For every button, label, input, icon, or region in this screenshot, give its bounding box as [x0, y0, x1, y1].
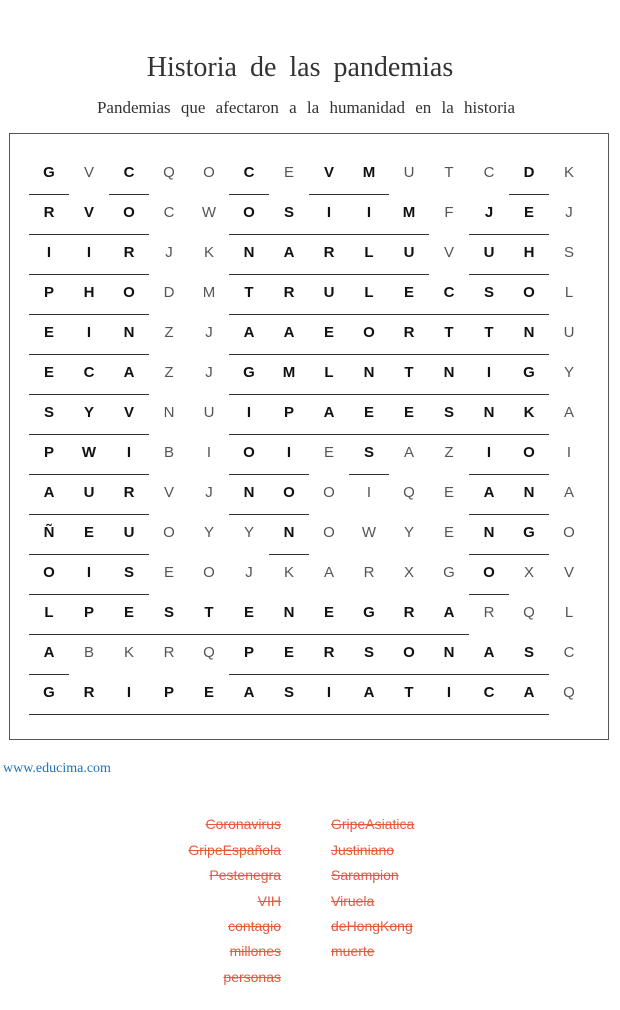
grid-letter: C — [243, 164, 255, 181]
word-muerte: muerte — [331, 943, 375, 959]
grid-letter: E — [403, 284, 414, 301]
found-word-underline — [229, 194, 269, 195]
grid-letter: M — [282, 364, 296, 381]
found-word-underline — [229, 354, 549, 355]
word-contagio: contagio — [228, 918, 281, 934]
grid-letter: C — [163, 204, 175, 221]
found-word-underline — [469, 594, 509, 595]
grid-letter: P — [243, 644, 254, 661]
grid-letter: K — [203, 244, 214, 261]
grid-letter: E — [323, 444, 334, 461]
grid-letter: N — [523, 324, 535, 341]
found-word-underline — [229, 514, 309, 515]
found-word-underline — [29, 274, 149, 275]
grid-letter: E — [523, 204, 534, 221]
grid-letter: M — [362, 164, 376, 181]
found-word-underline — [509, 194, 549, 195]
grid-letter: Q — [563, 684, 575, 701]
grid-letter: O — [163, 524, 175, 541]
grid-letter: I — [126, 684, 132, 701]
grid-letter: S — [443, 404, 454, 421]
grid-letter: N — [283, 524, 295, 541]
grid-letter: O — [283, 484, 295, 501]
word-justiniano: Justiniano — [331, 842, 395, 858]
grid-letter: R — [43, 204, 55, 221]
grid-letter: I — [46, 244, 52, 261]
found-word-underline — [229, 394, 549, 395]
grid-letter: H — [83, 284, 95, 301]
found-word-underline — [29, 434, 149, 435]
found-word-underline — [349, 474, 389, 475]
grid-letter: K — [123, 644, 134, 661]
grid-letter: U — [123, 524, 135, 541]
grid-letter: E — [243, 604, 254, 621]
grid-letter: O — [403, 644, 415, 661]
grid-letter: C — [483, 164, 495, 181]
grid-letter: A — [43, 484, 55, 501]
word-de-hong-kong: deHongKong — [331, 918, 413, 934]
grid-letter: N — [123, 324, 135, 341]
grid-letter: N — [483, 404, 495, 421]
grid-letter: E — [43, 364, 54, 381]
word-millones: millones — [229, 943, 281, 959]
grid-letter: O — [323, 524, 335, 541]
grid-letter: I — [446, 684, 452, 701]
grid-letter: Q — [203, 644, 215, 661]
grid-letter: A — [243, 684, 255, 701]
grid-letter: Y — [243, 524, 254, 541]
grid-letter: C — [483, 684, 495, 701]
grid-letter: A — [563, 404, 574, 421]
grid-letter: T — [404, 684, 414, 701]
grid-letter: L — [564, 604, 574, 621]
grid-letter: O — [123, 284, 135, 301]
grid-letter: R — [283, 284, 295, 301]
grid-letter: R — [483, 604, 495, 621]
grid-letter: E — [283, 644, 294, 661]
grid-letter: I — [326, 684, 332, 701]
grid-letter: T — [244, 284, 254, 301]
grid-letter: D — [523, 164, 535, 181]
grid-letter: Y — [83, 404, 94, 421]
grid-letter: S — [563, 244, 574, 261]
grid-letter: P — [83, 604, 94, 621]
grid-letter: U — [403, 164, 415, 181]
educima-link[interactable]: www.educima.com — [3, 761, 111, 776]
found-word-underline — [29, 554, 149, 555]
grid-letter: L — [324, 364, 334, 381]
grid-letter: R — [323, 244, 335, 261]
grid-letter: D — [163, 284, 175, 301]
grid-letter: C — [123, 164, 135, 181]
found-word-underline — [29, 194, 69, 195]
found-word-underline — [469, 274, 549, 275]
grid-letter: A — [523, 684, 535, 701]
grid-letter: L — [364, 284, 374, 301]
found-word-underline — [469, 554, 549, 555]
grid-letter: R — [123, 244, 135, 261]
grid-letter: E — [283, 164, 294, 181]
grid-letter: O — [243, 444, 255, 461]
found-word-underline — [109, 194, 149, 195]
word-vih: VIH — [257, 893, 281, 909]
grid-letter: A — [43, 644, 55, 661]
grid-letter: O — [323, 484, 335, 501]
found-word-underline — [469, 474, 549, 475]
word-gripe-espanola: GripeEspañola — [188, 842, 281, 858]
grid-letter: O — [123, 204, 135, 221]
grid-letter: R — [123, 484, 135, 501]
grid-letter: L — [564, 284, 574, 301]
grid-letter: C — [443, 284, 455, 301]
found-word-underline — [229, 674, 549, 675]
grid-letter: P — [43, 444, 54, 461]
grid-letter: P — [43, 284, 54, 301]
grid-letter: Z — [444, 444, 454, 461]
found-word-underline — [229, 434, 549, 435]
grid-letter: Y — [563, 364, 574, 381]
page-subtitle: Pandemias que afectaron a la humanidad en la historia — [96, 98, 516, 117]
grid-letter: L — [44, 604, 54, 621]
grid-letter: I — [486, 444, 492, 461]
grid-letter: G — [523, 364, 535, 381]
grid-letter: A — [283, 244, 295, 261]
grid-letter: O — [203, 564, 215, 581]
grid-letter: A — [483, 644, 495, 661]
grid-letter: M — [402, 204, 416, 221]
grid-letter: N — [523, 484, 535, 501]
grid-letter: W — [201, 204, 217, 221]
found-word-underline — [29, 514, 149, 515]
word-gripe-asiatica: GripeAsiatica — [331, 816, 415, 832]
grid-letter: G — [523, 524, 535, 541]
grid-letter: M — [202, 284, 216, 301]
grid-letter: J — [565, 204, 573, 221]
grid-letter: Ñ — [43, 524, 55, 541]
grid-letter: N — [243, 244, 255, 261]
grid-letter: S — [363, 644, 374, 661]
found-word-underline — [469, 234, 549, 235]
grid-letter: E — [43, 324, 54, 341]
grid-letter: R — [363, 564, 375, 581]
grid-letter: T — [204, 604, 214, 621]
grid-letter: I — [86, 324, 92, 341]
grid-letter: J — [165, 244, 173, 261]
grid-letter: N — [443, 644, 455, 661]
grid-letter: S — [123, 564, 134, 581]
grid-letter: U — [203, 404, 215, 421]
grid-letter: I — [566, 444, 572, 461]
grid-letter: E — [123, 604, 134, 621]
grid-letter: B — [83, 644, 94, 661]
grid-letter: E — [443, 484, 454, 501]
grid-letter: I — [486, 364, 492, 381]
grid-letter: O — [523, 284, 535, 301]
found-word-underline — [229, 314, 549, 315]
grid-letter: E — [323, 324, 334, 341]
grid-letter: E — [83, 524, 94, 541]
found-word-underline — [29, 354, 149, 355]
grid-letter: N — [443, 364, 455, 381]
found-word-underline — [29, 674, 69, 675]
grid-letter: G — [443, 564, 455, 581]
grid-letter: G — [243, 364, 255, 381]
grid-letter: A — [323, 564, 334, 581]
grid-letter: U — [323, 284, 335, 301]
grid-letter: O — [523, 444, 535, 461]
grid-letter: V — [163, 484, 174, 501]
grid-letter: A — [283, 324, 295, 341]
grid-letter: P — [163, 684, 174, 701]
grid-letter: K — [563, 164, 574, 181]
found-word-underline — [269, 554, 309, 555]
grid-letter: S — [283, 684, 294, 701]
grid-letter: E — [323, 604, 334, 621]
grid-letter: A — [483, 484, 495, 501]
grid-letter: Z — [164, 364, 174, 381]
found-word-underline — [229, 474, 309, 475]
grid-letter: X — [403, 564, 414, 581]
grid-letter: L — [364, 244, 374, 261]
grid-letter: J — [205, 324, 213, 341]
grid-letter: E — [163, 564, 174, 581]
grid-letter: A — [363, 684, 375, 701]
grid-letter: E — [363, 404, 374, 421]
grid-letter: F — [444, 204, 454, 221]
grid-letter: S — [163, 604, 174, 621]
grid-letter: Q — [523, 604, 535, 621]
grid-letter: E — [203, 684, 214, 701]
grid-letter: R — [163, 644, 175, 661]
grid-letter: T — [444, 324, 454, 341]
grid-letter: N — [243, 484, 255, 501]
grid-letter: U — [403, 244, 415, 261]
found-word-underline — [469, 514, 549, 515]
grid-letter: J — [205, 364, 213, 381]
found-word-underline — [29, 314, 149, 315]
grid-letter: H — [523, 244, 535, 261]
grid-letter: N — [363, 364, 375, 381]
found-word-underline — [29, 714, 549, 715]
found-word-underline — [229, 274, 429, 275]
grid-letter: S — [43, 404, 54, 421]
grid-letter: N — [163, 404, 175, 421]
grid-letter: V — [443, 244, 454, 261]
grid-letter: S — [283, 204, 294, 221]
grid-letter: O — [43, 564, 55, 581]
found-word-underline — [29, 594, 149, 595]
grid-letter: I — [246, 404, 252, 421]
grid-letter: S — [363, 444, 374, 461]
grid-letter: Z — [164, 324, 174, 341]
found-word-underline — [29, 234, 149, 235]
found-word-underline — [29, 634, 469, 635]
grid-letter: G — [43, 684, 55, 701]
grid-letter: J — [484, 204, 494, 221]
grid-letter: A — [403, 444, 414, 461]
found-word-underline — [29, 394, 149, 395]
grid-letter: A — [563, 484, 574, 501]
page-title: Historia de las pandemias — [146, 52, 454, 83]
grid-letter: K — [283, 564, 294, 581]
grid-letter: V — [563, 564, 574, 581]
word-personas: personas — [223, 969, 281, 985]
grid-letter: U — [483, 244, 495, 261]
grid-letter: T — [484, 324, 494, 341]
found-word-underline — [29, 474, 149, 475]
word-viruela: Viruela — [331, 893, 375, 909]
grid-letter: V — [123, 404, 134, 421]
grid-letter: V — [323, 164, 334, 181]
grid-letter: U — [563, 324, 575, 341]
grid-letter: G — [43, 164, 55, 181]
word-coronavirus: Coronavirus — [205, 816, 281, 832]
grid-letter: I — [126, 444, 132, 461]
word-search-grid — [9, 133, 609, 740]
grid-letter: E — [443, 524, 454, 541]
grid-letter: W — [361, 524, 377, 541]
grid-letter: E — [403, 404, 414, 421]
grid-letter: A — [123, 364, 135, 381]
grid-letter: I — [366, 204, 372, 221]
grid-letter: C — [83, 364, 95, 381]
grid-letter: U — [83, 484, 95, 501]
grid-letter: X — [523, 564, 534, 581]
grid-letter: O — [563, 524, 575, 541]
grid-letter: J — [205, 484, 213, 501]
grid-letter: R — [323, 644, 335, 661]
grid-letter: S — [523, 644, 534, 661]
found-word-underline — [229, 234, 429, 235]
grid-letter: I — [286, 444, 292, 461]
grid-letter: C — [563, 644, 575, 661]
grid-letter: G — [363, 604, 375, 621]
grid-letter: T — [404, 364, 414, 381]
grid-letter: Q — [163, 164, 175, 181]
grid-letter: V — [83, 164, 94, 181]
grid-letter: O — [483, 564, 495, 581]
grid-letter: T — [444, 164, 454, 181]
grid-letter: Y — [203, 524, 214, 541]
grid-letter: O — [243, 204, 255, 221]
grid-letter: I — [326, 204, 332, 221]
word-sarampion: Sarampion — [331, 867, 399, 883]
grid-letter: Q — [403, 484, 415, 501]
grid-letter: N — [483, 524, 495, 541]
grid-letter: R — [83, 684, 95, 701]
grid-letter: K — [523, 404, 535, 421]
grid-letter: S — [483, 284, 494, 301]
grid-letter: J — [245, 564, 253, 581]
grid-letter: O — [203, 164, 215, 181]
grid-letter: Y — [403, 524, 414, 541]
grid-letter: V — [83, 204, 94, 221]
grid-letter: B — [163, 444, 174, 461]
grid-letter: A — [323, 404, 335, 421]
found-word-underline — [309, 194, 389, 195]
grid-letter: A — [243, 324, 255, 341]
grid-letter: O — [363, 324, 375, 341]
grid-letter: N — [283, 604, 295, 621]
grid-letter: A — [443, 604, 455, 621]
grid-letter: I — [206, 444, 212, 461]
grid-letter: R — [403, 324, 415, 341]
word-pestenegra: Pestenegra — [209, 867, 281, 883]
grid-letter: W — [81, 444, 97, 461]
grid-letter: R — [403, 604, 415, 621]
grid-letter: P — [283, 404, 294, 421]
grid-letter: I — [86, 244, 92, 261]
grid-letter: I — [366, 484, 372, 501]
grid-letter: I — [86, 564, 92, 581]
